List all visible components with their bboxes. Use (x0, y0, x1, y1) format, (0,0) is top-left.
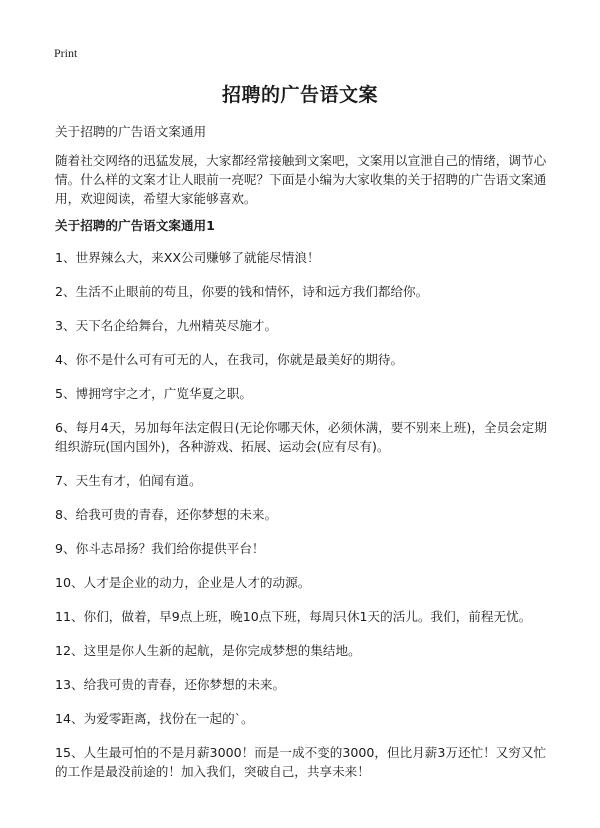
list-item: 11、你们，做着，早9点上班，晚10点下班，每周只休1天的活儿。我们，前程无忧。 (55, 609, 532, 624)
document-subtitle: 关于招聘的广告语文案通用 (55, 124, 207, 139)
list-item: 10、人才是企业的动力，企业是人才的动源。 (55, 575, 311, 590)
list-item: 6、每月4天，另加每年法定假日(无论你哪天休，必须休满，要不别来上班)，全员会定期组织游玩(国内国外)，各种游戏、拓展、运动会(应有尽有)。 (55, 420, 547, 454)
list-item: 2、生活不止眼前的苟且，你要的钱和情怀，诗和远方我们都给你。 (55, 284, 429, 299)
list-item: 5、博拥穹宇之才，广览华夏之职。 (55, 386, 252, 401)
list-item: 13、给我可贵的青春，还你梦想的未来。 (55, 677, 286, 692)
list-item: 1、世界辣么大，来XX公司赚够了就能尽情浪！ (55, 250, 320, 265)
list-item: 15、人生最可怕的不是月薪3000！而是一成不变的3000，但比月薪3万还忙！又穷又忙的工作是最没前途的！加入我们，突破自己，共享未来！ (55, 745, 547, 779)
list-item: 8、给我可贵的青春，还你梦想的未来。 (55, 507, 278, 522)
list-item: 14、为爱零距离，找份在一起的`。 (55, 711, 254, 726)
list-item: 7、天生有才，伯闻有道。 (55, 473, 202, 488)
list-item: 9、你斗志昂扬？我们给你提供平台！ (55, 541, 265, 556)
section-heading: 关于招聘的广告语文案通用1 (55, 218, 215, 233)
document-body (55, 122, 555, 796)
list-item: 3、天下名企给舞台，九州精英尽施才。 (55, 318, 278, 333)
list-item: 12、这里是你人生新的起航，是你完成梦想的集结地。 (55, 643, 361, 658)
list-item: 4、你不是什么可有可无的人，在我司，你就是最美好的期待。 (55, 352, 404, 367)
page-title: 招聘的广告语文案 (221, 84, 378, 106)
intro-paragraph: 随着社交网络的迅猛发展，大家都经常接触到文案吧，文案用以宣泄自己的情绪，调节心情。什么样的文案才让人眼前一亮呢？下面是小编为大家收集的关于招聘的广告语文案通用，欢迎阅读，希望大家能够喜欢。 (55, 153, 547, 206)
print-label: Print (54, 46, 78, 60)
